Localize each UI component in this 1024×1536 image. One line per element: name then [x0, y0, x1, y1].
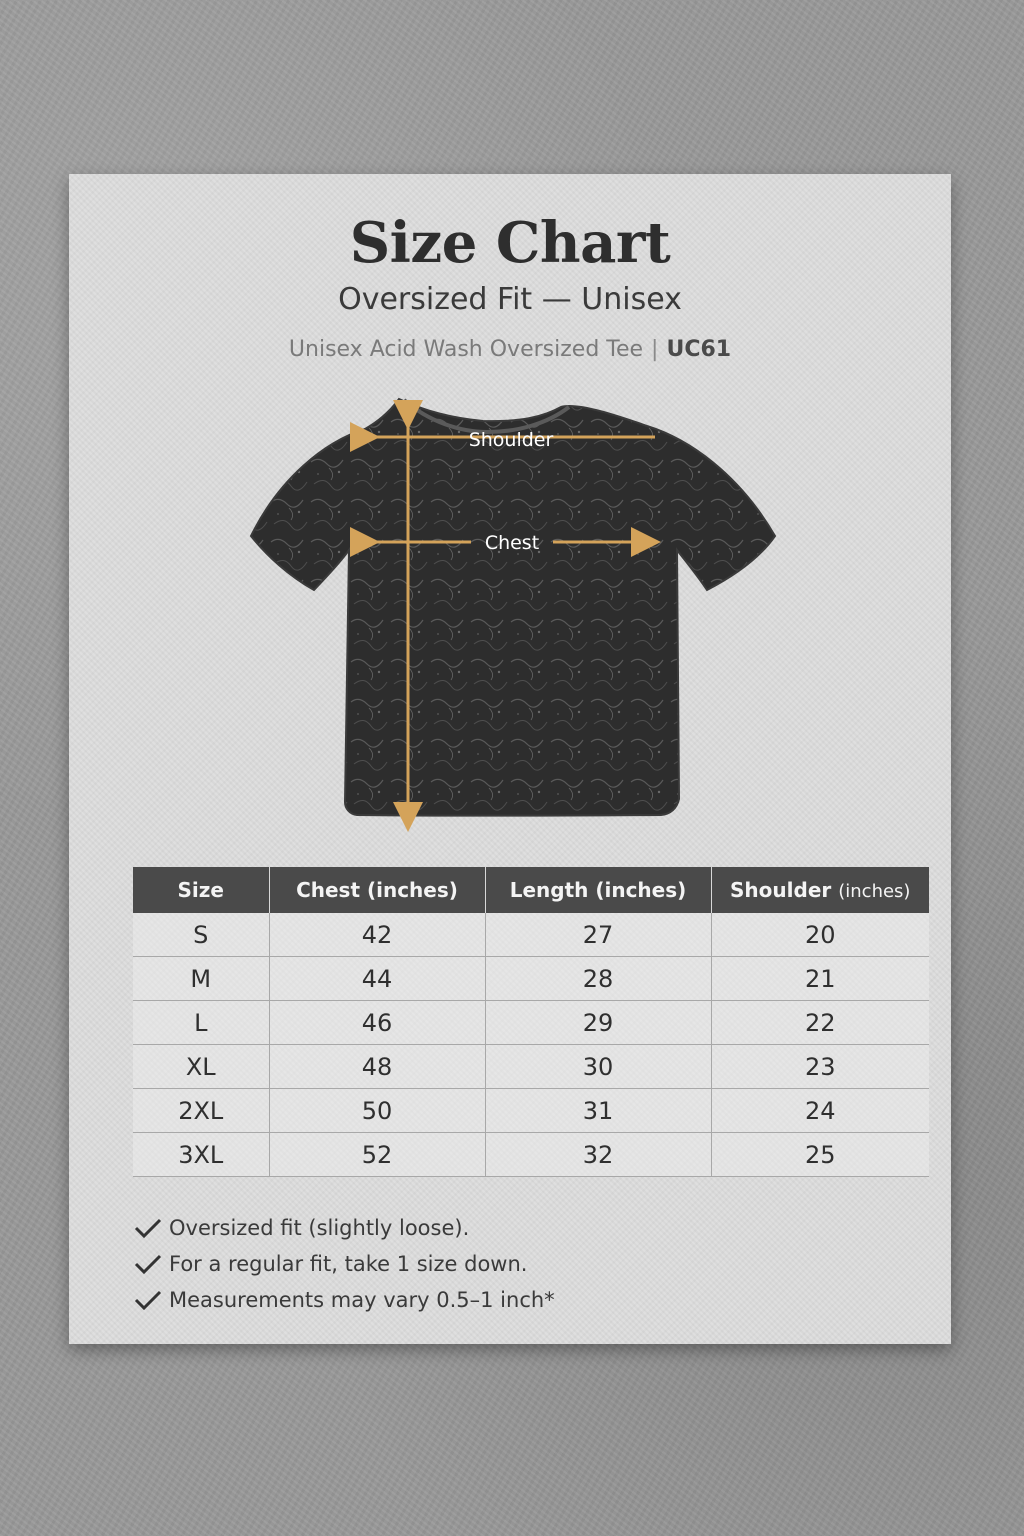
header-chest-label: Chest (inches): [296, 878, 458, 902]
length-cell: 28: [485, 957, 711, 1001]
length-cell: 29: [485, 1001, 711, 1045]
shoulder-label: Shoulder: [468, 429, 554, 451]
chest-cell: 44: [269, 957, 485, 1001]
table-row: [133, 957, 929, 1001]
header-size-label: Size: [177, 878, 224, 902]
tshirt-body: [251, 399, 775, 816]
check-icon: [133, 1289, 163, 1311]
shoulder-cell: 22: [711, 1001, 929, 1045]
shoulder-cell: 20: [711, 913, 929, 957]
chest-cell: 42: [269, 913, 485, 957]
table-row: [133, 1045, 929, 1089]
size-cell: 2XL: [133, 1089, 269, 1133]
table-header-row: [133, 867, 929, 913]
chest-cell: 46: [269, 1001, 485, 1045]
shoulder-cell: 25: [711, 1133, 929, 1177]
length-cell: 30: [485, 1045, 711, 1089]
chest-cell: 50: [269, 1089, 485, 1133]
note-item: [133, 1246, 555, 1282]
fit-notes: [133, 1210, 555, 1318]
length-cell: 31: [485, 1089, 711, 1133]
shoulder-cell: 23: [711, 1045, 929, 1089]
note-text: Oversized fit (slightly loose).: [169, 1216, 470, 1240]
size-cell: L: [133, 1001, 269, 1045]
chest-cell: 52: [269, 1133, 485, 1177]
length-cell: 32: [485, 1133, 711, 1177]
header-size: [133, 867, 269, 913]
size-cell: 3XL: [133, 1133, 269, 1177]
chest-label: Chest: [484, 532, 540, 554]
table-row: [133, 1133, 929, 1177]
note-text: Measurements may vary 0.5–1 inch*: [169, 1288, 555, 1312]
tshirt-measurement-diagram: [69, 174, 951, 864]
header-chest: [269, 867, 485, 913]
size-cell: XL: [133, 1045, 269, 1089]
note-text: For a regular fit, take 1 size down.: [169, 1252, 528, 1276]
table-row: [133, 913, 929, 957]
product-separator: |: [651, 337, 659, 362]
shoulder-cell: 24: [711, 1089, 929, 1133]
header-length: [485, 867, 711, 913]
shoulder-cell: 21: [711, 957, 929, 1001]
check-icon: [133, 1217, 163, 1239]
header-length-label: Length (inches): [509, 878, 687, 902]
header-shoulder-label: Shoulder: [730, 878, 832, 902]
product-code: UC61: [666, 337, 732, 362]
size-cell: S: [133, 913, 269, 957]
product-name: Unisex Acid Wash Oversized Tee: [288, 337, 644, 362]
fit-subtitle: Oversized Fit — Unisex: [338, 282, 682, 317]
size-table: [133, 867, 929, 1177]
size-chart-card: [69, 174, 951, 1344]
table-row: [133, 1089, 929, 1133]
header-shoulder-unit: (inches): [838, 881, 911, 902]
note-item: [133, 1210, 555, 1246]
check-icon: [133, 1253, 163, 1275]
table-row: [133, 1001, 929, 1045]
header-shoulder: [711, 867, 929, 913]
length-cell: 27: [485, 913, 711, 957]
chest-cell: 48: [269, 1045, 485, 1089]
note-item: [133, 1282, 555, 1318]
page-title: Size Chart: [349, 210, 671, 276]
size-cell: M: [133, 957, 269, 1001]
